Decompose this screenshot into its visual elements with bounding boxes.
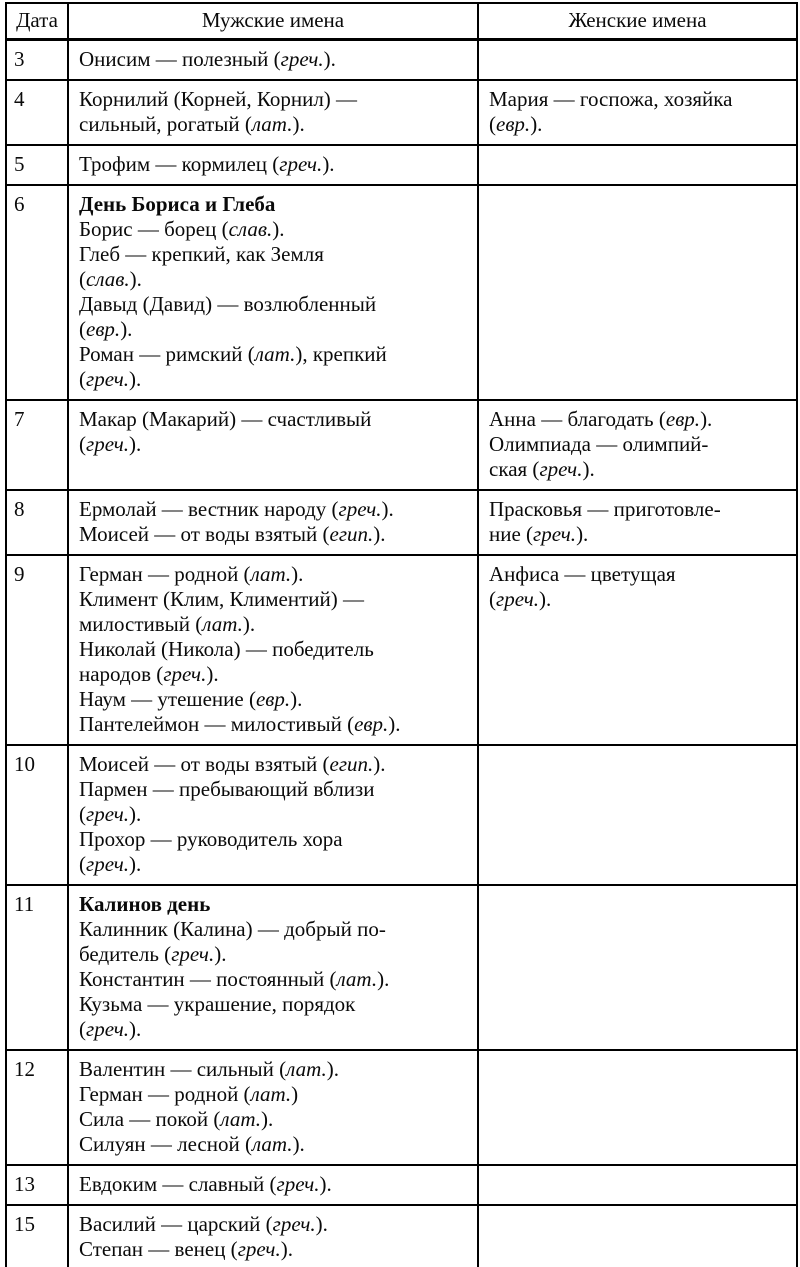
header-row [6, 3, 797, 40]
name-entry-line: Давыд (Давид) — возлюбленный [79, 292, 377, 316]
name-entry-line: (греч.). [489, 587, 552, 611]
female-names-cell [478, 490, 797, 555]
date-cell: 15 [6, 1205, 68, 1267]
name-entry-line: Мария — госпожа, хозяйка [489, 87, 733, 111]
name-entry-line: Трофим — кормилец (греч.). [79, 152, 335, 176]
date-cell: 11 [6, 885, 68, 1050]
name-entry-line: Роман — римский (лат.), крепкий [79, 342, 387, 366]
name-entry-line: (евр.). [489, 112, 543, 136]
column-header-male-names: Мужские имена [68, 3, 478, 40]
name-entry-line: Прохор — руководитель хора [79, 827, 343, 851]
name-entry-line: (греч.). [79, 432, 142, 456]
date-cell: 10 [6, 745, 68, 885]
table-row [6, 490, 797, 555]
male-names-cell [68, 1165, 478, 1205]
male-names-cell [68, 490, 478, 555]
name-entry-line: Евдоким — славный (греч.). [79, 1172, 332, 1196]
male-names-cell [68, 185, 478, 400]
table-row [6, 885, 797, 1050]
name-entry-line: (греч.). [79, 367, 142, 391]
name-days-table [5, 2, 798, 1267]
male-names-cell [68, 400, 478, 490]
name-entry-line: Наум — утешение (евр.). [79, 687, 303, 711]
female-names-cell [478, 1205, 797, 1267]
name-entry-line: Анфиса — цветущая [489, 562, 676, 586]
name-entry-line: Борис — борец (слав.). [79, 217, 285, 241]
name-entry-line: (греч.). [79, 802, 142, 826]
female-names-cell [478, 80, 797, 145]
name-entry-line: Моисей — от воды взятый (егип.). [79, 522, 386, 546]
date-cell: 3 [6, 40, 68, 81]
table-row [6, 745, 797, 885]
female-names-cell [478, 400, 797, 490]
name-entry-line: Прасковья — приготовле- [489, 497, 721, 521]
date-cell: 4 [6, 80, 68, 145]
name-entry-line: (евр.). [79, 317, 133, 341]
name-entry-line: (греч.). [79, 852, 142, 876]
name-entry-line: Олимпиада — олимпий- [489, 432, 709, 456]
name-entry-line: Пармен — пребывающий вблизи [79, 777, 375, 801]
name-entry-line: Николай (Никола) — победитель [79, 637, 374, 661]
table-header [6, 3, 797, 40]
male-names-cell [68, 1050, 478, 1165]
name-entry-line: ская (греч.). [489, 457, 595, 481]
table-row [6, 80, 797, 145]
date-cell: 6 [6, 185, 68, 400]
name-entry-line: Кузьма — украшение, порядок [79, 992, 356, 1016]
table-row [6, 1050, 797, 1165]
name-entry-line: Василий — царский (греч.). [79, 1212, 328, 1236]
male-names-cell [68, 555, 478, 745]
male-names-cell [68, 145, 478, 185]
name-entry-line: Силуян — лесной (лат.). [79, 1132, 305, 1156]
name-entry-line: Онисим — полезный (греч.). [79, 47, 336, 71]
name-entry-line: Пантелеймон — милостивый (евр.). [79, 712, 401, 736]
name-entry-line: Климент (Клим, Климентий) — [79, 587, 364, 611]
name-entry-line: Ермолай — вестник народу (греч.). [79, 497, 394, 521]
name-entry-line: Анна — благодать (евр.). [489, 407, 713, 431]
name-entry-line: Герман — родной (лат.) [79, 1082, 299, 1106]
column-header-female-names: Женские имена [478, 3, 797, 40]
name-entry-line: Константин — постоянный (лат.). [79, 967, 390, 991]
name-entry-line: Глеб — крепкий, как Земля [79, 242, 324, 266]
name-entry-line: Моисей — от воды взятый (егип.). [79, 752, 386, 776]
name-entry-line: Сила — покой (лат.). [79, 1107, 274, 1131]
female-names-cell [478, 40, 797, 81]
table-row [6, 185, 797, 400]
name-entry-line: Макар (Макарий) — счастливый [79, 407, 372, 431]
female-names-cell [478, 1165, 797, 1205]
table-row [6, 1165, 797, 1205]
date-cell: 13 [6, 1165, 68, 1205]
date-cell: 5 [6, 145, 68, 185]
name-entry-line: ние (греч.). [489, 522, 589, 546]
male-names-cell [68, 745, 478, 885]
table-row [6, 400, 797, 490]
name-entry-line: День Бориса и Глеба [79, 192, 276, 216]
name-entry-line: народов (греч.). [79, 662, 219, 686]
name-entry-line: бедитель (греч.). [79, 942, 227, 966]
name-entry-line: Валентин — сильный (лат.). [79, 1057, 339, 1081]
male-names-cell [68, 885, 478, 1050]
name-entry-line: милостивый (лат.). [79, 612, 256, 636]
male-names-cell [68, 40, 478, 81]
male-names-cell [68, 1205, 478, 1267]
female-names-cell [478, 555, 797, 745]
name-entry-line: (греч.). [79, 1017, 142, 1041]
male-names-cell [68, 80, 478, 145]
female-names-cell [478, 885, 797, 1050]
date-cell: 12 [6, 1050, 68, 1165]
table-body [6, 40, 797, 1267]
female-names-cell [478, 1050, 797, 1165]
female-names-cell [478, 145, 797, 185]
name-entry-line: Герман — родной (лат.). [79, 562, 304, 586]
table-row [6, 1205, 797, 1267]
female-names-cell [478, 745, 797, 885]
table-row [6, 40, 797, 81]
table-row [6, 145, 797, 185]
date-cell: 7 [6, 400, 68, 490]
female-names-cell [478, 185, 797, 400]
name-entry-line: (слав.). [79, 267, 142, 291]
date-cell: 8 [6, 490, 68, 555]
column-header-date: Дата [6, 3, 68, 40]
name-entry-line: Степан — венец (греч.). [79, 1237, 293, 1261]
name-entry-line: Калинник (Калина) — добрый по- [79, 917, 386, 941]
name-entry-line: Калинов день [79, 892, 211, 916]
date-cell: 9 [6, 555, 68, 745]
name-entry-line: сильный, рогатый (лат.). [79, 112, 305, 136]
table-row [6, 555, 797, 745]
name-entry-line: Корнилий (Корней, Корнил) — [79, 87, 358, 111]
